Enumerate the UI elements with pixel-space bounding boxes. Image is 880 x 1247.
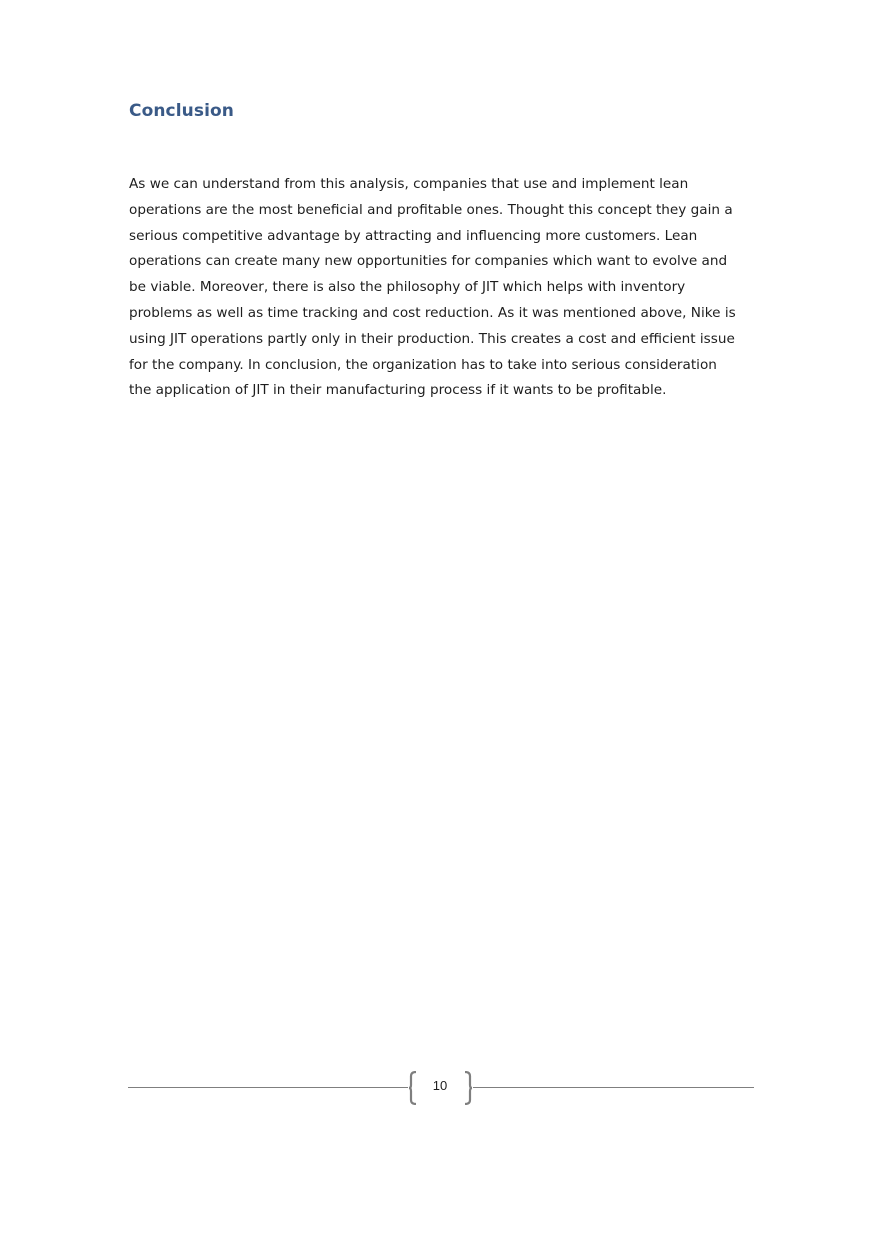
left-brace-icon [408,1071,418,1105]
page-number: 10 [432,1078,448,1093]
paragraph-line: the application of JIT in their manufacturing process if it wants to be profitable. [129,382,667,399]
footer-rule-right [473,1087,754,1088]
right-brace-icon [463,1071,473,1105]
paragraph-line: using JIT operations partly only in their production. This creates a cost and efficient issue [129,330,735,347]
paragraph-line: serious competitive advantage by attracting and influencing more customers. Lean [129,227,698,244]
footer-rule-left [128,1087,408,1088]
paragraph-line: be viable. Moreover, there is also the philosophy of JIT which helps with inventory [129,279,686,296]
paragraph-line: As we can understand from this analysis, companies that use and implement lean [129,176,689,192]
paragraph-line: problems as well as time tracking and cost reduction. As it was mentioned above, Nike is [129,304,736,321]
conclusion-paragraph [129,172,757,404]
section-heading: Conclusion [129,101,234,121]
paragraph-line: operations can create many new opportunities for companies which want to evolve and [129,253,728,270]
page-footer [128,1071,754,1105]
paragraph-line: operations are the most beneficial and profitable ones. Thought this concept they gain a [129,201,733,218]
paragraph-line: for the company. In conclusion, the organization has to take into serious consideration [129,356,717,373]
